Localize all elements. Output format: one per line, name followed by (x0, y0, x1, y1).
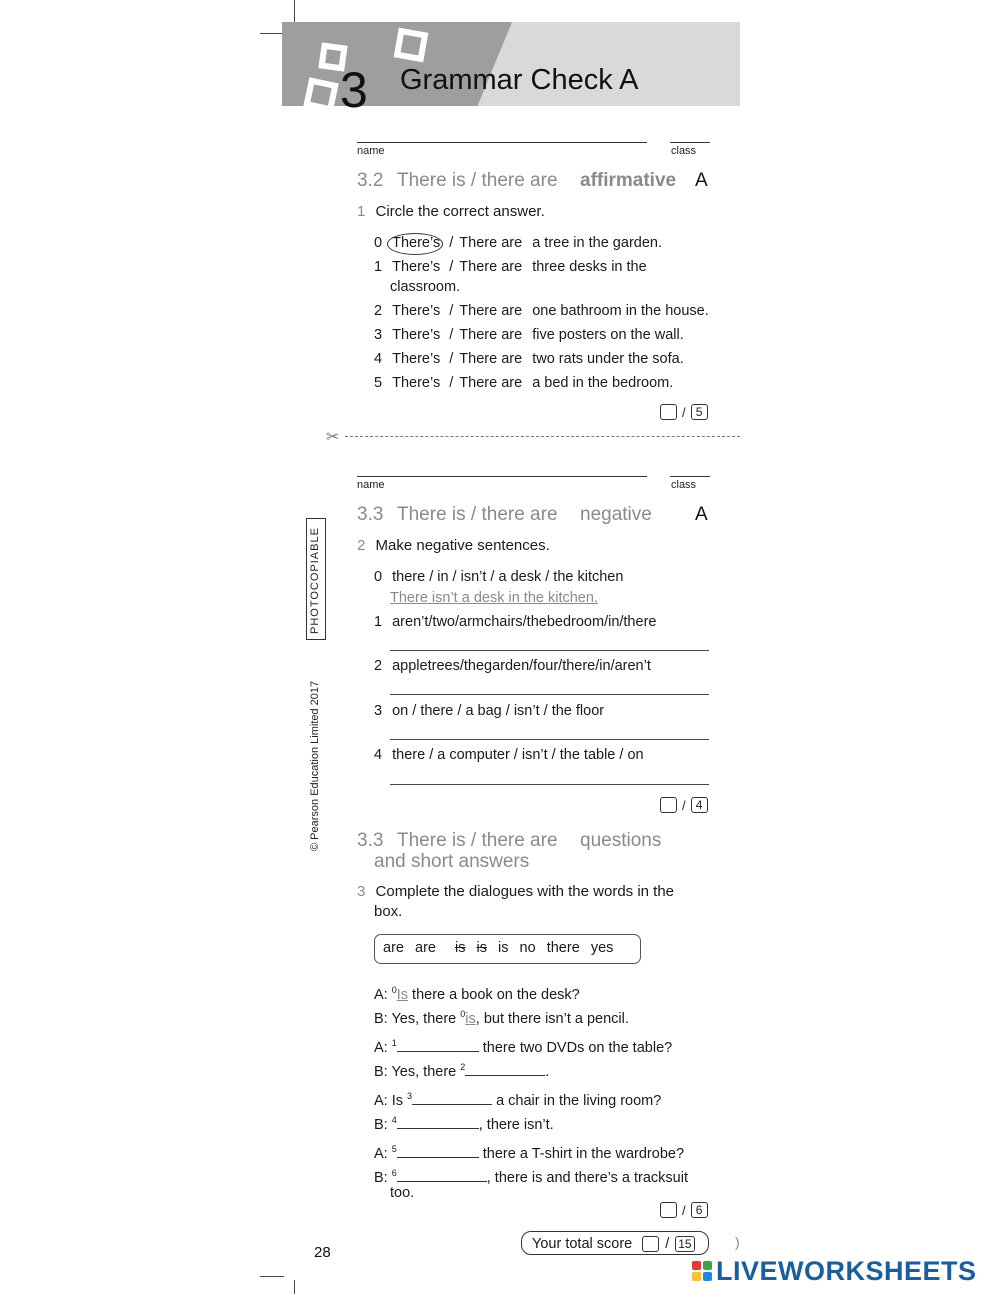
option-there-are[interactable]: There are (459, 235, 523, 251)
section-score: / 6 (660, 1202, 708, 1218)
name-label: name (357, 479, 385, 491)
list-item: 2 There’s / There are one bathroom in the house. (374, 303, 709, 319)
liveworksheets-logo[interactable] (692, 1256, 977, 1286)
total-score-max: 15 (675, 1236, 694, 1252)
name-label: name (357, 145, 385, 157)
crop-mark (294, 1280, 295, 1294)
section-score: / 5 (660, 404, 708, 420)
mark-glyph: ) (735, 1234, 740, 1250)
dialogue-line: A: $^0$Is there a book on the desk? (374, 985, 580, 1003)
section-title: There is / there are (397, 830, 558, 851)
word: is (498, 940, 509, 956)
example-answer: There isn’t a desk in the kitchen. (390, 590, 598, 606)
option-there-are[interactable]: There are (459, 259, 523, 275)
score-max: 4 (691, 797, 708, 813)
score-max: 6 (691, 1202, 708, 1218)
blank-2[interactable] (465, 1062, 545, 1076)
instruction-number: 3 (357, 883, 366, 900)
instruction (357, 202, 545, 222)
section-title-cont: and short answers (374, 851, 530, 872)
photocopiable-label: PHOTOCOPIABLE (309, 527, 321, 634)
brand-name: LIVEWORKSHEETS (716, 1256, 977, 1286)
class-label: class (671, 479, 697, 491)
example-answer: is (465, 1010, 476, 1027)
word-used: is (476, 940, 487, 956)
score-max: 5 (691, 404, 708, 420)
list-item: 4 There’s / There are two rats under the sofa. (374, 351, 684, 367)
page-title: Grammar Check A (400, 64, 639, 96)
score-input[interactable] (660, 797, 677, 813)
word: there (546, 940, 580, 956)
blank-4[interactable] (397, 1115, 479, 1129)
word: are (383, 940, 404, 956)
section-type: affirmative (580, 170, 677, 191)
instruction-cont: box. (374, 903, 403, 920)
list-item: 0 There’s / There are a tree in the garden. (374, 235, 662, 251)
list-item: 3 on / there / a bag / isn’t / the floor (374, 703, 605, 719)
crop-mark (260, 1276, 284, 1277)
instruction-text: Complete the dialogues with the words in the (375, 883, 675, 900)
list-item: 2 appletrees/thegarden/four/there/in/aren’t (374, 658, 651, 674)
option-there-are[interactable]: There are (459, 327, 523, 343)
class-line (670, 142, 710, 143)
dialogue-line: A: $^5$ there a T-shirt in the wardrobe? (374, 1144, 685, 1162)
list-item: 4 there / a computer / isn’t / the table / on (374, 747, 644, 763)
total-score-label: Your total score (532, 1235, 633, 1252)
blank-1[interactable] (397, 1038, 479, 1052)
section-score: / 4 (660, 797, 708, 813)
liveworksheets-icon (692, 1261, 712, 1281)
section-number: 3.2 (357, 170, 384, 191)
dialogue-line-cont: too. (390, 1185, 415, 1201)
section-title: There is / there are (397, 170, 558, 191)
copyright-text: © Pearson Education Limited 2017 (309, 680, 321, 851)
example-answer: Is (396, 986, 409, 1003)
section-type: questions (580, 830, 662, 851)
option-there-are[interactable]: There are (459, 375, 523, 391)
dialogue-line: B: $^6$ , there is and there’s a tracksuit (374, 1168, 688, 1186)
option-there-are[interactable]: There are (459, 303, 523, 319)
answer-line[interactable] (390, 694, 709, 695)
blank-6[interactable] (397, 1168, 487, 1182)
word: no (519, 940, 536, 956)
dialogue-line: A: Is $^3$ a chair in the living room? (374, 1091, 662, 1109)
blank-5[interactable] (397, 1144, 479, 1158)
answer-line[interactable] (390, 784, 709, 785)
decorative-square-icon (394, 28, 429, 63)
dialogue-line: A: $^1$ there two DVDs on the table? (374, 1038, 673, 1056)
score-input[interactable] (660, 404, 677, 420)
word-box (374, 934, 641, 964)
class-label: class (671, 145, 697, 157)
instruction (357, 536, 550, 556)
dialogue-line: B: Yes, there $^0$is, but there isn’t a pencil. (374, 1009, 629, 1027)
option-theres[interactable]: There’s (392, 327, 441, 343)
option-theres[interactable]: There’s (392, 303, 441, 319)
section-type: negative (580, 504, 652, 525)
list-item: 3 There’s / There are five posters on the wall. (374, 327, 684, 343)
section-level: A (695, 504, 708, 525)
section-number: 3.3 (357, 830, 384, 851)
section-title: There is / there are (397, 504, 558, 525)
section-number: 3.3 (357, 504, 384, 525)
answer-line[interactable] (390, 739, 709, 740)
blank-3[interactable] (412, 1091, 492, 1105)
section-level: A (695, 170, 708, 191)
score-input[interactable] (660, 1202, 677, 1218)
name-line (357, 476, 647, 477)
list-item: 1 aren’t/two/armchairs/thebedroom/in/there (374, 614, 657, 630)
list-item: 5 There’s / There are a bed in the bedroom. (374, 375, 674, 391)
page-number: 28 (314, 1244, 331, 1261)
dialogue-line: B: $^4$ , there isn’t. (374, 1115, 554, 1133)
word-used: is (455, 940, 466, 956)
instruction (357, 882, 674, 902)
word: are (415, 940, 436, 956)
total-score: Your total score / 15 (521, 1231, 709, 1255)
decorative-square-icon (303, 77, 339, 106)
dialogue-line: B: Yes, there $^2$ . (374, 1062, 550, 1080)
list-item: 1 There’s / There are three desks in the (374, 259, 647, 275)
answer-line[interactable] (390, 650, 709, 651)
word: yes (590, 940, 614, 956)
crop-mark (260, 33, 284, 34)
instruction-text: Circle the correct answer. (375, 203, 545, 220)
option-theres[interactable]: There’s (392, 235, 441, 251)
instruction-number: 2 (357, 537, 366, 554)
option-there-are[interactable]: There are (459, 351, 523, 367)
cut-line (345, 436, 740, 437)
option-theres[interactable]: There’s (392, 351, 441, 367)
name-line (357, 142, 647, 143)
instruction-number: 1 (357, 203, 366, 220)
instruction-text: Make negative sentences. (375, 537, 550, 554)
option-theres[interactable]: There’s (392, 375, 441, 391)
scissors-icon: ✂ (326, 429, 340, 446)
option-theres[interactable]: There’s (392, 259, 441, 275)
unit-number: 3 (340, 62, 368, 118)
total-score-input[interactable] (642, 1236, 659, 1252)
class-line (670, 476, 710, 477)
list-item: 0 there / in / isn’t / a desk / the kitchen (374, 569, 624, 585)
list-item-continuation: classroom. (390, 279, 461, 295)
crop-mark (294, 0, 295, 22)
